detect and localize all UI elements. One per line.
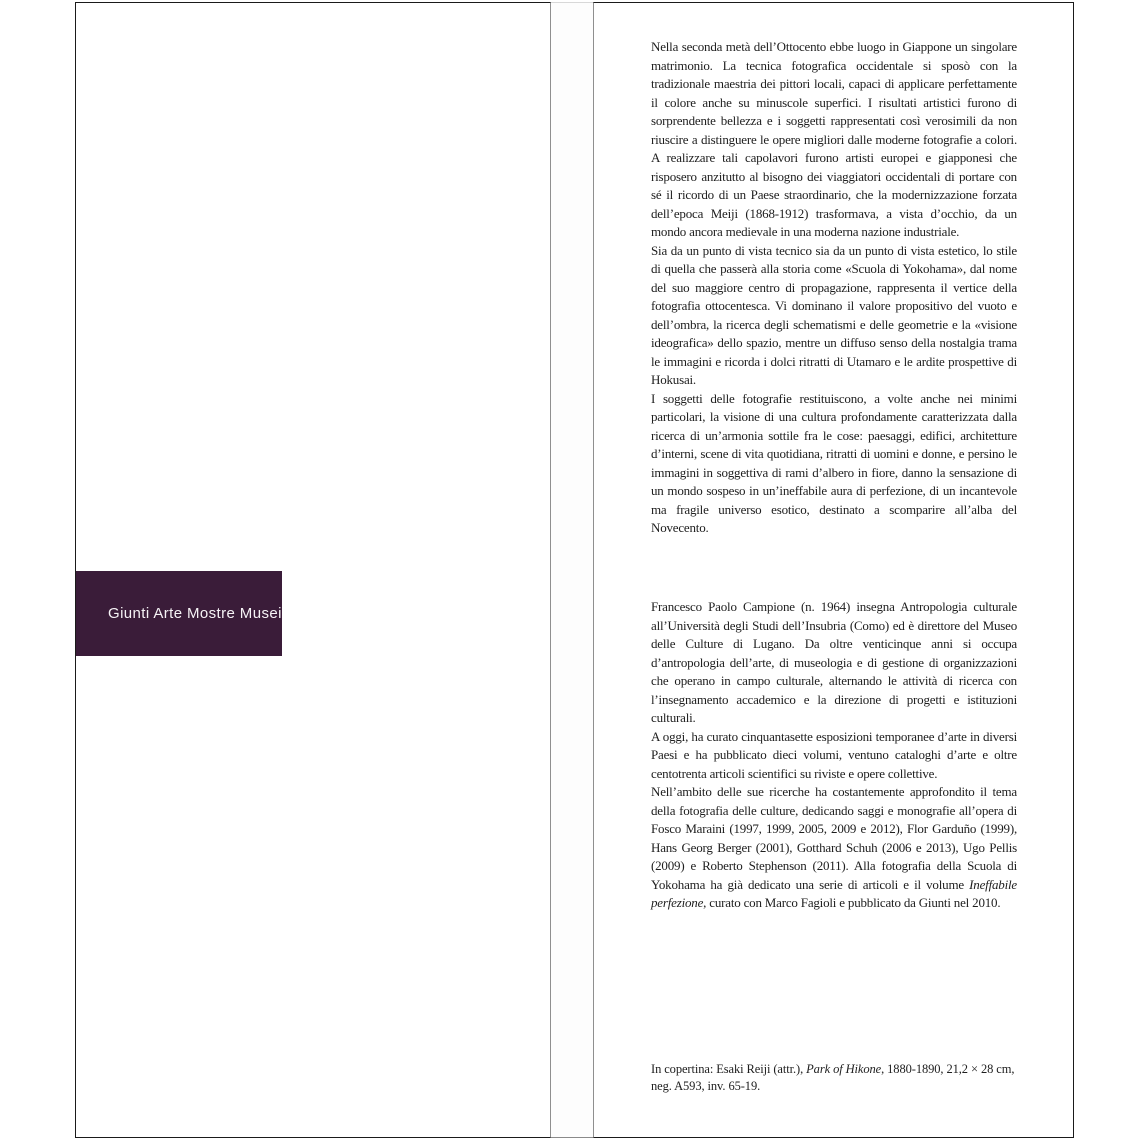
bio-paragraph-3-tail: , curato con Marco Fagioli e pubblicato da Giunti nel 2010. <box>703 895 1001 910</box>
intro-text-block <box>651 38 1017 538</box>
intro-paragraph-1: Nella seconda metà dell’Ottocento ebbe luogo in Giappone un singolare matrimonio. La tecnica fotografica occidentale si sposò con la tradizionale maestria dei pittori locali, capaci di applicare perfettamente il colore anche su minuscole superfici. I risultati artistici furono di sorprendente bellezza e i soggetti rappresentati così verosimili da non riuscire a distinguere le opere migliori dalle moderne fotografie a colori. A realizzare tali capolavori furono artisti europei e giapponesi che risposero anzitutto al bisogno dei viaggiatori occidentali di portare con sé il ricordo di un Paese straordinario, che la modernizzazione forzata dell’epoca Meiji (1868-1912) trasformava, a vista d’occhio, da un mondo ancora medievale in una moderna nazione industriale. <box>651 39 1017 239</box>
bio-paragraph-1: Francesco Paolo Campione (n. 1964) insegna Antropologia culturale all’Università degli Studi dell’Insubria (Como) ed è direttore del Museo delle Culture di Lugano. Da oltre venticinque anni si occupa d’antropologia dell’arte, di museologia e di gestione di organizzazioni che operano in campo culturale, alternando le attività di ricerca con l’insegnamento accademico e la direzione di progetti e istituzioni culturali. <box>651 599 1017 725</box>
cover-credit-tail: , 1880-1890, 21,2 × 28 cm, neg. A593, inv. 65-19. <box>651 1062 1015 1093</box>
cover-credit-line <box>651 1061 1033 1095</box>
publisher-imprint-box <box>76 571 282 656</box>
bio-paragraph-3-text: Nell’ambito delle sue ricerche ha costantemente approfondito il tema della fotografia delle culture, dedicando saggi e monografie all’opera di Fosco Maraini (1997, 1999, 2005, 2009 e 2012), Flor Garduño (1999), Hans Georg Berger (2001), Gotthard Schuh (2006 e 2013), Ugo Pellis (2009) e Roberto Stephenson (2011). Alla fotografia della Scuola di Yokohama ha già dedicato una serie di articoli e il volume <box>651 784 1017 892</box>
cover-artwork-title-italic: Park of Hikone <box>806 1062 882 1076</box>
right-page <box>593 2 1074 1138</box>
bio-paragraph-3 <box>651 783 1017 913</box>
cover-credit-text: In copertina: Esaki Reiji (attr.), <box>651 1062 807 1076</box>
intro-paragraph-3: I soggetti delle fotografie restituiscono, a volte anche nei minimi particolari, la visione di una cultura profondamente caratterizzata dalla ricerca di un’armonia sottile fra le cose: paesaggi, edifici, architetture d’interni, scene di vita quotidiana, ritratti di uomini e donne, e persino le immagini in soggettiva di rami d’albero in fiore, danno la sensazione di un mondo sospeso in un’ineffabile aura di perfezione, di un incantevole ma fragile universo esotico, destinato a scomparire all’alba del Novecento. <box>651 390 1017 535</box>
bio-paragraph-2: A oggi, ha curato cinquantasette esposizioni temporanee d’arte in diversi Paesi e ha pubblicato dieci volumi, ventuno cataloghi d’arte e oltre centotrenta articoli scientifici su riviste e opere collettive. <box>651 728 1017 781</box>
intro-paragraph-2: Sia da un punto di vista tecnico sia da un punto di vista estetico, lo stile di quella che passerà alla storia come «Scuola di Yokohama», dal nome del suo maggiore centro di propagazione, rappresenta il vertice della fotografia ottocentesca. Vi dominano il valore propositivo del vuoto e dell’ombra, la ricerca degli schematismi e delle geometrie e la «visione ideografica» dello spazio, mentre un diffuso senso della nostalgia trama le immagini e ricorda i dolci ritratti di Utamaro e le ardite prospettive di Hokusai. <box>651 242 1017 387</box>
left-page <box>75 2 551 1138</box>
publisher-imprint-label: Giunti Arte Mostre Musei <box>108 605 282 622</box>
book-title-italic: Ineffabile perfezione <box>651 876 1017 910</box>
page-gutter <box>551 2 593 1138</box>
author-bio-block <box>651 598 1017 913</box>
